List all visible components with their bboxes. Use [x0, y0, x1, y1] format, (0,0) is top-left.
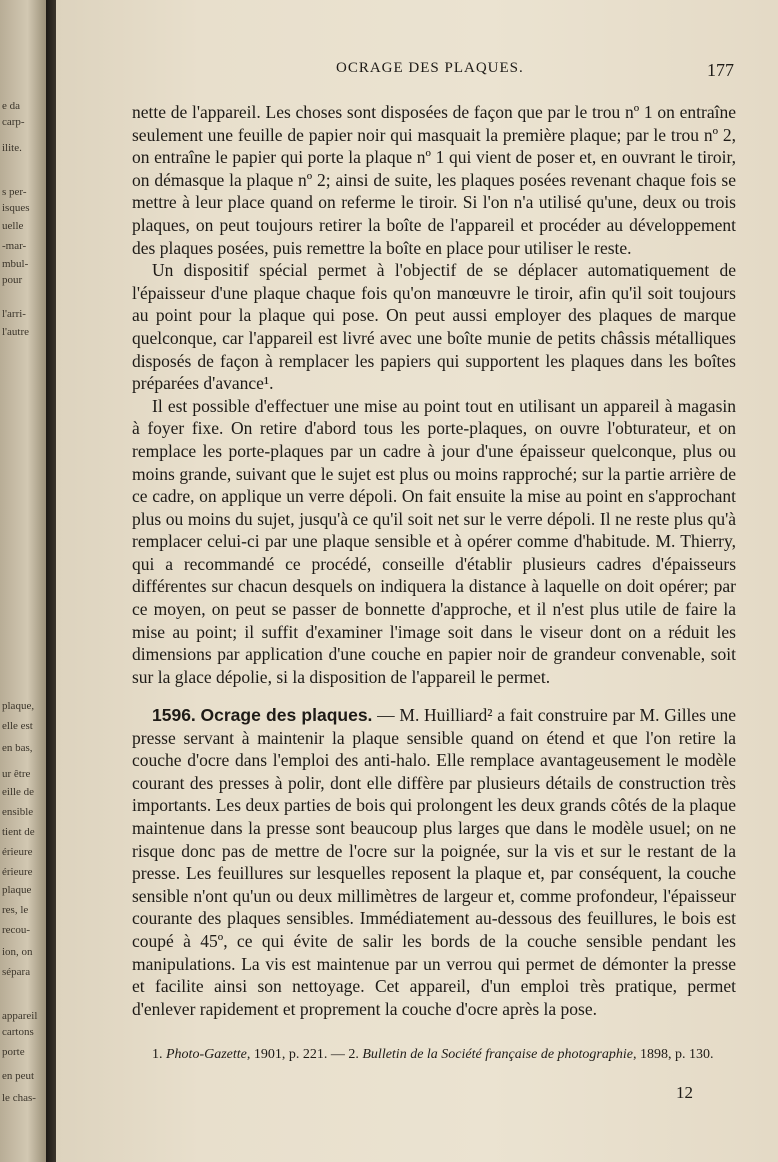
- page-number: 177: [707, 60, 734, 80]
- adjacent-page-text-fragment: carp-: [2, 116, 25, 128]
- footnotes: [152, 1045, 736, 1065]
- adjacent-page-text-fragment: érieure: [2, 866, 33, 878]
- running-title: OCRAGE DES PLAQUES.: [336, 60, 524, 76]
- adjacent-page-text-fragment: s per-: [2, 186, 27, 198]
- adjacent-page-text-fragment: recou-: [2, 924, 31, 936]
- signature-mark: 12: [676, 1083, 693, 1102]
- paragraph: Il est possible d'effectuer une mise au point tout en utilisant un appareil à magasin à foyer fixe. On retire d'abord tous les porte-plaques, on ouvre l'obturateur, et on remplace les porte-plaques par un cadre à jour d'une épaisseur quelconque, plus ou moins grande, suivant que le sujet est plus ou moins rapproché; sur la partie arrière de ce cadre, on applique un verre dépoli. On fait ensuite la mise au point en s'approchant plus ou moins du sujet, jusqu'à ce qu'il soit net sur le verre dépoli. Il ne reste plus qu'à remplacer celui-ci par une plaque sensible et à opérer comme d'habitude. M. Thierry, qui a recommandé ce procédé, conseille d'établir plusieurs cadres d'épaisseurs différentes sur chacun desquels on indiquera la distance à laquelle on doit opérer; par ce moyen, on peut se passer de bonnette d'approche, et il n'est plus utile de faire la mise au point; il suffit d'examiner l'image soit dans le viseur dont on a réduit les dimensions par application d'une couche en papier noir de grandeur convenable, soit sur la glace dépolie, si la disposition de l'appareil le permet.: [132, 395, 736, 687]
- footnote-1-citation: Photo-Gazette: [166, 1047, 247, 1062]
- adjacent-page-text-fragment: e da: [2, 100, 21, 112]
- adjacent-page-text-fragment: plaque,: [2, 700, 35, 712]
- adjacent-page-text-fragment: plaque: [2, 884, 32, 896]
- adjacent-page-text-fragment: le chas-: [2, 1092, 36, 1104]
- adjacent-page-text-fragment: mbul-: [2, 258, 29, 270]
- section-1596: [132, 704, 736, 1020]
- section-paragraph: [132, 704, 736, 1020]
- adjacent-page-text-fragment: ilite.: [2, 142, 22, 154]
- adjacent-page-text-fragment: elle est: [2, 720, 33, 732]
- adjacent-page-text-fragment: l'arri-: [2, 308, 26, 320]
- section-number: 1596.: [152, 705, 196, 725]
- adjacent-page-text-fragment: en peut: [2, 1070, 35, 1082]
- adjacent-page-text-fragment: res, le: [2, 904, 29, 916]
- adjacent-page-text-fragment: pour: [2, 274, 23, 286]
- adjacent-page-text-fragment: érieure: [2, 846, 33, 858]
- footnote-1-rest: , 1901, p. 221. — 2.: [246, 1047, 363, 1062]
- adjacent-page-text-fragment: ensible: [2, 806, 34, 818]
- adjacent-page-edge: [0, 0, 46, 1162]
- adjacent-page-text-fragment: sépara: [2, 966, 31, 978]
- adjacent-page-text-fragment: uelle: [2, 220, 24, 232]
- footnote-2-rest: , 1898, p. 130.: [632, 1047, 714, 1062]
- paragraph: Un dispositif spécial permet à l'objectif de se déplacer automatiquement de l'épaisseur d'une plaque chaque fois qu'on manœuvre le tiroir, afin qu'il soit toujours au point pour la plaque qui pose. On peut aussi employer des plaques de marque quelconque, car l'appareil est livré avec une boîte munie de petits châssis métalliques disposés de façon à remplacer les papiers qui supportent les plaques dans les boîtes préparées d'avance¹.: [132, 260, 736, 394]
- adjacent-page-text-fragment: l'autre: [2, 326, 30, 338]
- paragraph: nette de l'appareil. Les choses sont disposées de façon que par le trou nº 1 on entraîne seulement une feuille de papier noir qui masquait la première plaque; par le trou nº 2, on entraîne le papier qui porte la plaque nº 1 qui vient de poser et, en ouvrant le tiroir, on démasque la plaque nº 2; ainsi de suite, les plaques posées revenant chaque fois se mettre à leur place quand on referme le tiroir. Si l'on n'a utilisé qu'une, deux ou trois plaques, on peut toujours retirer la boîte de l'appareil et procéder au développement des plaques posées, puis remettre la boîte en place pour utiliser le reste.: [132, 102, 736, 258]
- body-text-continuation: [132, 101, 736, 688]
- section-title: Ocrage des plaques.: [200, 705, 373, 725]
- adjacent-page-text-fragment: appareil: [2, 1010, 38, 1022]
- adjacent-page-text-fragment: en bas,: [2, 742, 33, 754]
- adjacent-page-text-fragment: ur être: [2, 768, 31, 780]
- footnote-2-citation: Bulletin de la Société française de photographie: [362, 1047, 633, 1062]
- section-body: — M. Huilliard² a fait construire par M. Gilles une presse servant à maintenir la plaque sensible quand on étend et que l'on retire la couche d'ocre dans l'emploi des anti-halo. Elle remplace avantageusement le modèle courant des presses à polir, dont elle diffère par plusieurs détails de construction très importants. Les deux parties de bois qui prolongent les deux grands côtés de la plaque maintenue dans la presse sont beaucoup plus larges que dans le modèle usuel; on ne risque donc pas de mettre de l'ocre sur la poignée, sur la vis et sur le restant de la presse. Les feuillures sur lesquelles reposent la plaque et, par conséquent, la couche sensible n'ont qu'un ou deux millimètres de largeur et, comme profondeur, l'épaisseur courante des plaques sensibles. Immédiatement au-dessous des feuillures, le bois est coupé à 45º, ce qui évite de salir les bords de la couche sensible pendant les manipulations. La vis est maintenue par un verrou qui permet de démonter la presse et facilite ainsi son nettoyage. Cet appareil, d'un emploi très pratique, permet d'enlever rapidement et proprement la couche d'ocre après la pose.: [132, 705, 736, 1019]
- adjacent-page-text-fragment: porte: [2, 1046, 25, 1058]
- book-page: [56, 0, 778, 1162]
- footnote-1-prefix: 1.: [152, 1047, 166, 1062]
- book-gutter: [46, 0, 56, 1162]
- adjacent-page-text-fragment: isques: [2, 202, 30, 214]
- adjacent-page-text-fragment: -mar-: [2, 240, 27, 252]
- adjacent-page-text-fragment: ion, on: [2, 946, 33, 958]
- adjacent-page-text-fragment: tient de: [2, 826, 35, 838]
- adjacent-page-text-fragment: eille de: [2, 786, 35, 798]
- adjacent-page-text-fragment: cartons: [2, 1026, 34, 1038]
